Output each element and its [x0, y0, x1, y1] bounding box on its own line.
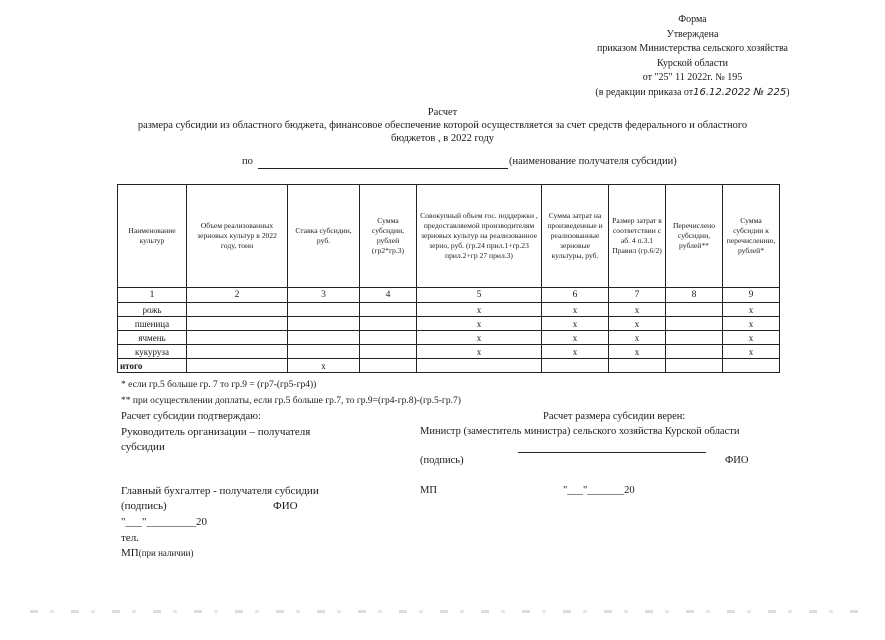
- cell-x: x: [609, 345, 666, 359]
- table-row-corn: [118, 345, 780, 359]
- table-row-total: [118, 359, 780, 373]
- header-volume: Объем реализованных зерновых культур в 2022 году, тонн: [187, 185, 288, 288]
- cell-volume: [187, 303, 288, 317]
- cell-empty: [542, 359, 609, 373]
- cell-x: x: [542, 303, 609, 317]
- header-rate: Ставка субсидии, руб.: [288, 185, 360, 288]
- col-num: 1: [118, 288, 187, 303]
- cell-sum: [360, 331, 417, 345]
- cell-x: x: [417, 345, 542, 359]
- cell-x: x: [609, 317, 666, 331]
- cell-sum: [360, 303, 417, 317]
- crop-name: пшеница: [118, 317, 187, 331]
- col-num: 7: [609, 288, 666, 303]
- recipient-underline: [258, 168, 508, 169]
- head-title-line-2: субсидии: [121, 441, 165, 453]
- revision-prefix: (в редакции приказа от: [595, 86, 694, 98]
- recipient-caption: (наименование получателя субсидии): [509, 156, 677, 167]
- cell-transferred: [666, 345, 723, 359]
- header-costs: Сумма затрат на произведенные и реализованные зерновые культуры, руб.: [542, 185, 609, 288]
- cell-x: x: [723, 317, 780, 331]
- form-header: [560, 13, 825, 100]
- cell-rate: [288, 345, 360, 359]
- minister-signature-caption: (подпись): [420, 455, 464, 466]
- cell-x: x: [723, 345, 780, 359]
- scan-artifact-line: [30, 610, 860, 613]
- col-num: 9: [723, 288, 780, 303]
- cell-sum: [360, 345, 417, 359]
- accountant-signature-caption: (подпись): [121, 500, 167, 512]
- cell-volume: [187, 359, 288, 373]
- accountant-date: "___"_________20: [121, 516, 207, 528]
- stamp-if-available: [121, 547, 193, 559]
- head-title-line-1: Руководитель организации – получателя: [121, 426, 311, 438]
- revision-line: [560, 86, 825, 101]
- cell-x: x: [609, 331, 666, 345]
- col-num: 3: [288, 288, 360, 303]
- cell-empty: [417, 359, 542, 373]
- stamp-main: МП: [121, 547, 139, 559]
- confirm-label: Расчет субсидии подтверждаю:: [121, 411, 261, 422]
- recipient-prefix: по: [242, 156, 253, 167]
- minister-fio-caption: ФИО: [725, 455, 749, 466]
- cell-x: x: [723, 303, 780, 317]
- revision-suffix: ): [786, 86, 790, 98]
- header-transferred: Перечислено субсидии, рублей**: [666, 185, 723, 288]
- header-to-transfer: Сумма субсидии к перечислению, рублей*: [723, 185, 780, 288]
- approved-label: Утверждена: [666, 28, 719, 40]
- minister-signature-line: [518, 452, 706, 453]
- accountant-fio-caption: ФИО: [273, 500, 298, 512]
- cell-x: x: [417, 331, 542, 345]
- cell-rate: [288, 317, 360, 331]
- cell-empty: [723, 359, 780, 373]
- title-line-1: Расчет: [427, 107, 458, 118]
- col-num: 6: [542, 288, 609, 303]
- cell-empty: [609, 359, 666, 373]
- chief-accountant-title: Главный бухгалтер - получателя субсидии: [121, 485, 319, 497]
- verified-label: Расчет размера субсидии верен:: [543, 411, 686, 422]
- table-row-wheat: [118, 317, 780, 331]
- crop-name: кукуруза: [118, 345, 187, 359]
- cell-rate: [288, 331, 360, 345]
- minister-title: Министр (заместитель министра) сельского хозяйства Курской области: [420, 426, 740, 437]
- crop-name: ячмень: [118, 331, 187, 345]
- cell-volume: [187, 331, 288, 345]
- order-label: приказом Министерства сельского хозяйства: [597, 43, 788, 54]
- title-line-3: бюджетов , в 2022 году: [390, 133, 495, 144]
- cell-transferred: [666, 317, 723, 331]
- form-label: Форма: [678, 14, 707, 25]
- cell-volume: [187, 317, 288, 331]
- table-header-row: [118, 185, 780, 288]
- cell-x: x: [723, 331, 780, 345]
- cell-transferred: [666, 331, 723, 345]
- col-num: 4: [360, 288, 417, 303]
- phone-label: тел.: [121, 532, 139, 544]
- cell-x: x: [542, 331, 609, 345]
- region-label: Курской области: [657, 57, 728, 69]
- cell-x: x: [417, 317, 542, 331]
- cell-transferred: [666, 303, 723, 317]
- handwritten-revision-date: 16.12.2022 № 225: [693, 86, 787, 98]
- minister-date: "___"_______20: [563, 485, 635, 496]
- col-num: 8: [666, 288, 723, 303]
- cell-sum: [360, 317, 417, 331]
- col-num: 5: [417, 288, 542, 303]
- stamp-label: МП: [420, 485, 437, 496]
- cell-empty: [666, 359, 723, 373]
- header-subsidy-sum: Сумма субсидии, рублей (гр2*гр.3): [360, 185, 417, 288]
- cell-empty: [360, 359, 417, 373]
- title-line-2: размера субсидии из областного бюджета, финансовое обеспечение которой осуществляется за счет средств федерального и областного: [137, 120, 748, 131]
- cell-x: x: [288, 359, 360, 373]
- stamp-note: (при наличии): [138, 548, 194, 558]
- cell-x: x: [542, 317, 609, 331]
- header-cost-size: Размер затрат в соответствии с аб. 4 п.3.1 Правил (гр.6/2): [609, 185, 666, 288]
- column-number-row: [118, 288, 780, 303]
- cell-x: x: [542, 345, 609, 359]
- footnote-1: * если гр.5 больше гр. 7 то гр.9 = (гр7-(гр5-гр4)): [121, 380, 317, 390]
- header-crop-name: Наименование культур: [118, 185, 187, 288]
- cell-rate: [288, 303, 360, 317]
- table-row-rye: [118, 303, 780, 317]
- cell-volume: [187, 345, 288, 359]
- header-total-support: Совокупный объем гос. поддержки , предоставляемой производителям зерновых культур на реализованное зерно, руб. (гр.24 прил.1+гр.23 прил.2+гр 27 прил.3): [417, 185, 542, 288]
- cell-x: x: [609, 303, 666, 317]
- footnote-2: ** при осуществлении доплаты, если гр.5 больше гр.7, то гр.9=(гр4-гр.8)-(гр.5-гр.7): [121, 396, 461, 406]
- document-title: [100, 106, 785, 145]
- table-row-barley: [118, 331, 780, 345]
- col-num: 2: [187, 288, 288, 303]
- total-label: итого: [118, 359, 187, 373]
- crop-name: рожь: [118, 303, 187, 317]
- cell-x: x: [417, 303, 542, 317]
- subsidy-table: [117, 184, 780, 373]
- order-date-number: от "25" 11 2022г. № 195: [642, 72, 743, 83]
